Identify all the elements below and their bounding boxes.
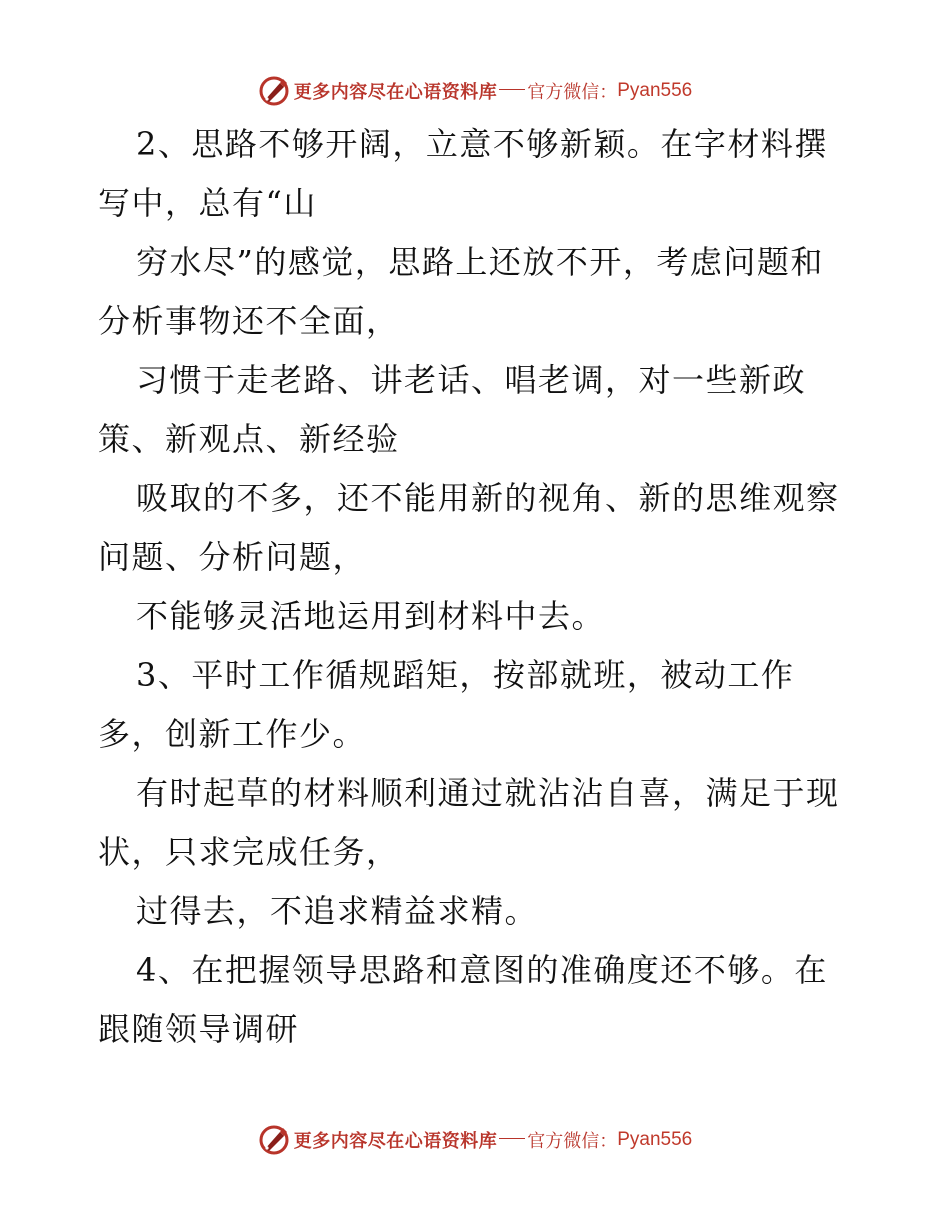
header-site-name: 更多内容尽在心语资料库 xyxy=(293,82,498,103)
text-line: 多，创新工作少。 xyxy=(98,715,367,753)
text-line: 问题、分析问题， xyxy=(98,538,367,576)
text-line: 有时起草的材料顺利通过就沾沾自喜，满足于现 xyxy=(136,774,840,812)
text-line: 写中，总有“山 xyxy=(98,184,317,222)
text-line: 跟随领导调研 xyxy=(98,1010,300,1048)
text-line: 2、思路不够开阔，立意不够新颖。在字材料撰 xyxy=(136,125,828,163)
text-line: 状，只求完成任务， xyxy=(98,833,400,871)
text-line: 4、在把握领导思路和意图的准确度还不够。在 xyxy=(136,951,828,989)
text-line: 习惯于走老路、讲老话、唱老调，对一些新政 xyxy=(136,361,807,399)
header-dash xyxy=(499,89,525,90)
text-line: 过得去，不追求精益求精。 xyxy=(136,892,539,930)
footer-site-name: 更多内容尽在心语资料库 xyxy=(293,1131,498,1152)
header-wechat-id: Pyan556 xyxy=(617,80,693,101)
text-line: 策、新观点、新经验 xyxy=(98,420,400,458)
pen-logo-icon xyxy=(258,1124,290,1156)
footer-dash xyxy=(499,1138,525,1139)
header-wechat-label: 官方微信： xyxy=(527,82,618,103)
text-line: 不能够灵活地运用到材料中去。 xyxy=(136,597,606,635)
text-line: 3、平时工作循规蹈矩，按部就班，被动工作 xyxy=(136,656,795,694)
text-line: 吸取的不多，还不能用新的视角、新的思维观察 xyxy=(136,479,840,517)
footer-banner xyxy=(0,1120,950,1160)
pen-logo-icon xyxy=(258,75,290,107)
header-banner xyxy=(0,71,950,111)
text-line: 穷水尽”的感觉，思路上还放不开，考虑问题和 xyxy=(136,243,824,281)
text-line: 分析事物还不全面， xyxy=(98,302,400,340)
footer-wechat-label: 官方微信： xyxy=(527,1131,618,1152)
footer-wechat-id: Pyan556 xyxy=(617,1129,693,1150)
